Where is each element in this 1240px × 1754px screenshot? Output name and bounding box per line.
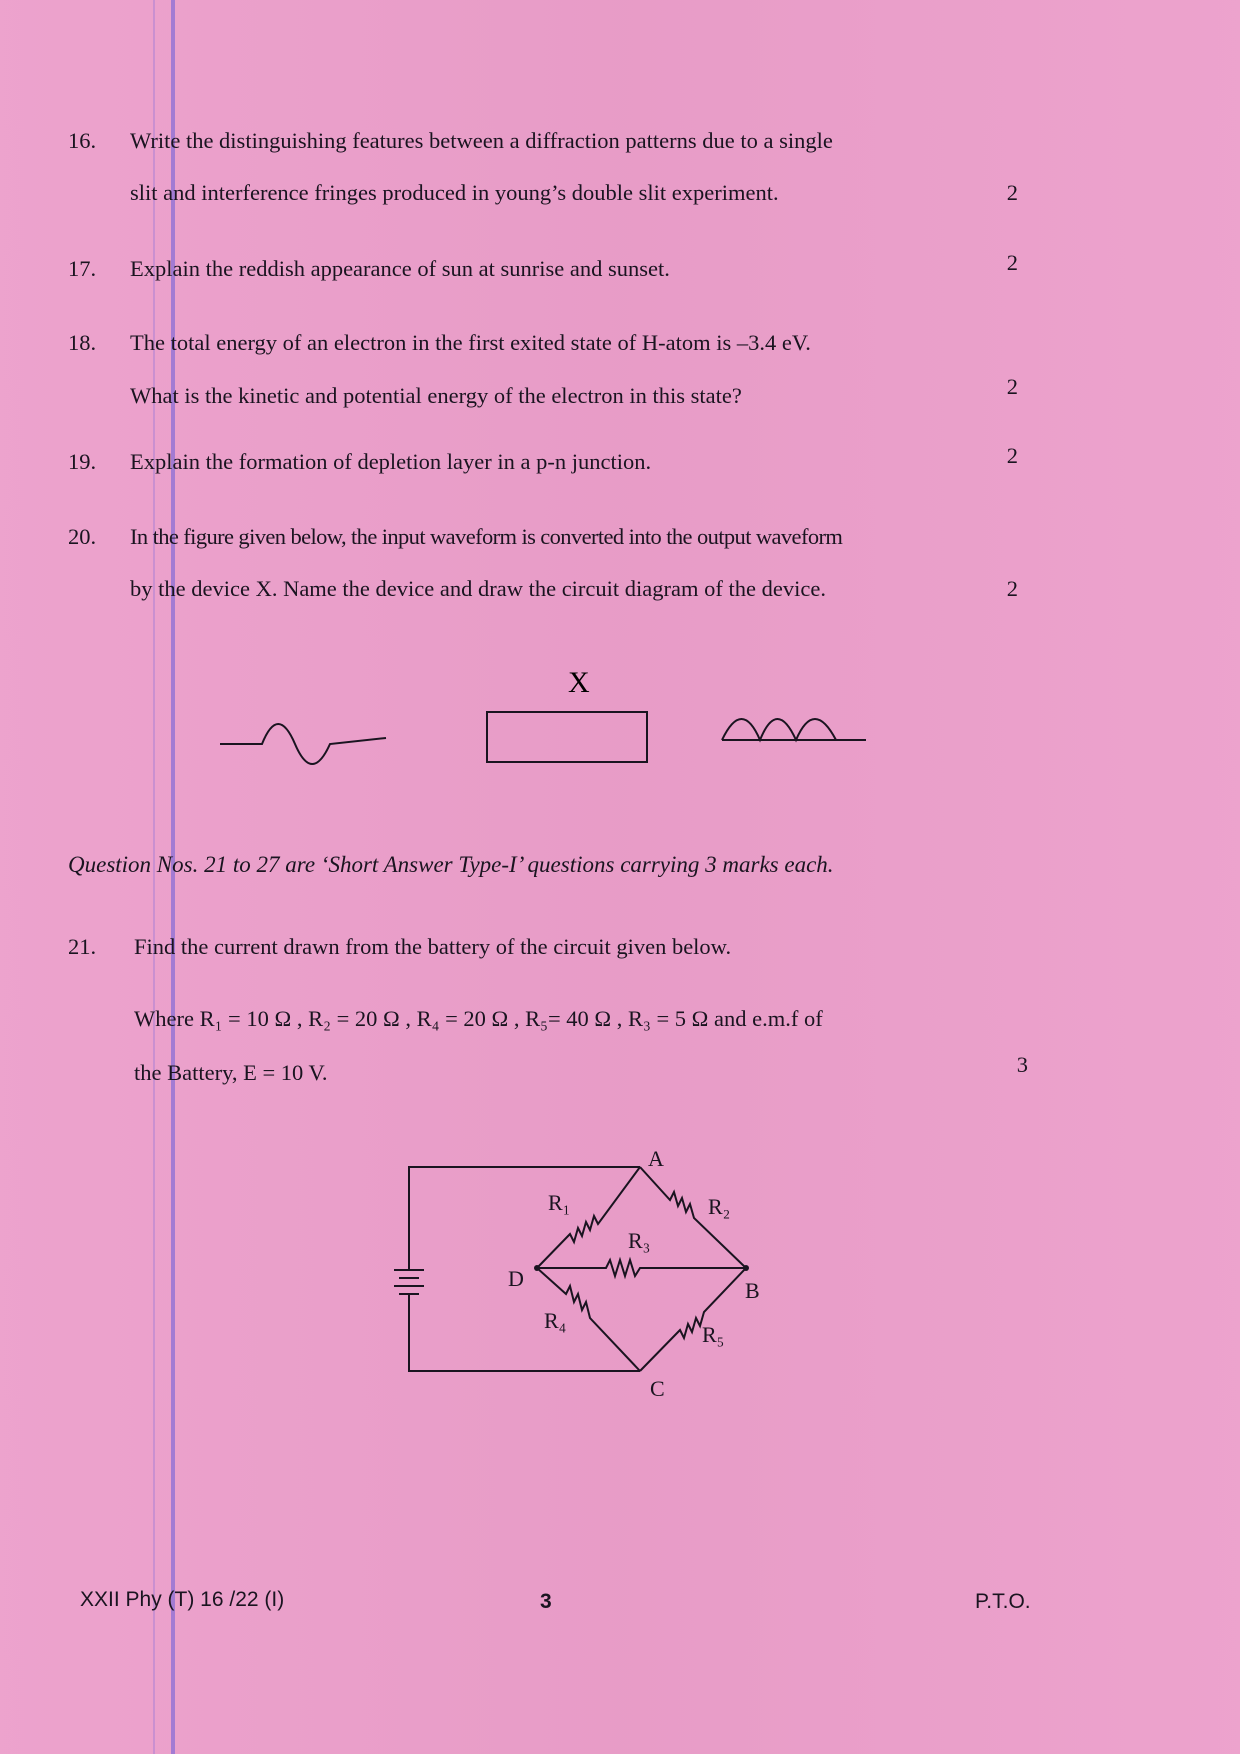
marks: 2 (1006, 576, 1018, 601)
output-rectified-wave (722, 719, 836, 740)
question-text-line: slit and interference fringes produced in young’s double slit experiment. (130, 180, 779, 205)
node-label-a: A (648, 1150, 664, 1171)
section-note: Question Nos. 21 to 27 are ‘Short Answer Type-I’ questions carrying 3 marks each. (68, 852, 834, 877)
rectifier-figure (0, 650, 1240, 790)
question-text-line: The total energy of an electron in the first exited state of H-atom is –3.4 eV. (130, 330, 811, 355)
page-number: 3 (540, 1590, 552, 1613)
paper-code: XXII Phy (T) 16 /22 (I) (80, 1588, 285, 1611)
wire-bottom (409, 1314, 640, 1371)
node-label-c: C (650, 1376, 665, 1401)
input-sine-wave (220, 724, 386, 764)
resistor-label-r1: R₁ (548, 1190, 571, 1215)
question-text-line: Write the distinguishing features between a diffraction patterns due to a single (130, 128, 833, 153)
resistor-r5 (640, 1268, 746, 1371)
marks: 2 (1006, 374, 1018, 399)
node-label-d: D (508, 1266, 524, 1291)
device-label: X (568, 666, 590, 699)
resistor-label-r2: R₂ (708, 1194, 731, 1219)
marks: 3 (1016, 1052, 1028, 1077)
device-box (487, 712, 647, 762)
question-text-line: Explain the reddish appearance of sun at sunrise and sunset. (130, 256, 670, 281)
question-text-line: Find the current drawn from the battery of the circuit given below. (134, 934, 732, 959)
marks: 2 (1006, 180, 1018, 205)
question-number: 16. (68, 128, 97, 153)
marks: 2 (1006, 443, 1018, 468)
circuit-diagram (0, 1150, 1240, 1410)
wire-top (409, 1167, 640, 1246)
node-label-b: B (745, 1278, 760, 1303)
question-text-line: by the device X. Name the device and draw the circuit diagram of the device. (130, 576, 826, 601)
resistor-r1 (537, 1167, 640, 1268)
question-number: 17. (68, 256, 97, 281)
question-text-line: Explain the formation of depletion layer in a p-n junction. (130, 449, 652, 474)
question-number: 18. (68, 330, 97, 355)
please-turn-over: P.T.O. (975, 1590, 1031, 1613)
question-number: 20. (68, 524, 97, 549)
resistor-label-r3: R₃ (628, 1228, 651, 1253)
question-number: 19. (68, 449, 97, 474)
marks: 2 (1006, 250, 1018, 275)
question-text-line: the Battery, E = 10 V. (134, 1060, 328, 1085)
question-number: 21. (68, 934, 97, 959)
resistor-r3 (537, 1260, 746, 1276)
node-dot (743, 1265, 749, 1271)
question-text-line: What is the kinetic and potential energy of the electron in this state? (130, 383, 742, 408)
resistor-label-r4: R₄ (544, 1308, 567, 1333)
question-text-line: Where R₁ = 10 Ω , R₂ = 20 Ω , R₄ = 20 Ω , R₅= 40 Ω , R₃ = 5 Ω and e.m.f of (134, 1006, 823, 1031)
question-text-line: In the figure given below, the input waveform is converted into the output waveform (130, 524, 843, 549)
resistor-label-r5: R₅ (702, 1322, 725, 1347)
node-dot (534, 1265, 540, 1271)
